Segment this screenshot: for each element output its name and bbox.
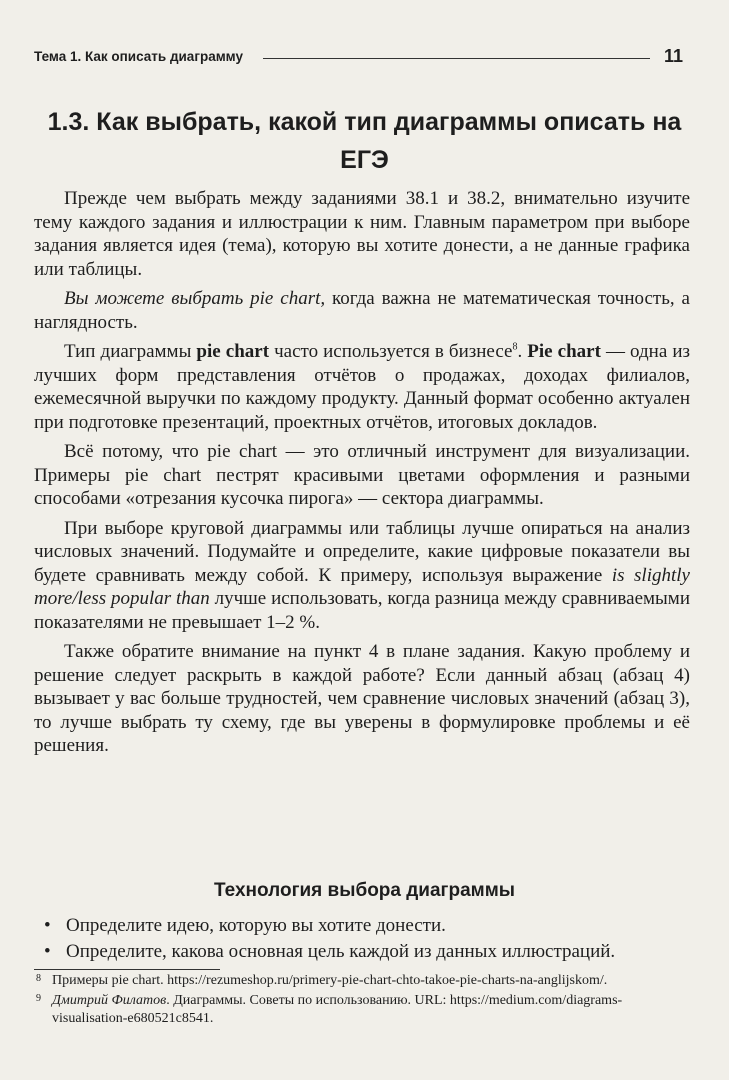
footnote-9 bbox=[34, 992, 690, 1028]
footnote-mark: 9 bbox=[36, 993, 41, 1004]
bullet-text: Определите, какова основная цель каждой из данных иллюстраций. bbox=[66, 941, 616, 962]
footnote-ref-8[interactable]: 8 bbox=[512, 341, 518, 353]
subsection-title: Технология выбора диаграммы bbox=[214, 880, 515, 901]
paragraph-3-text-b: часто используется в бизнесе bbox=[269, 341, 513, 362]
footnote-text[interactable]: Примеры pie chart. https://rezumeshop.ru/primery-pie-chart-chto-takoe-pie-charts-na-anglijskom/. bbox=[52, 973, 608, 988]
paragraph-3-text-c: . bbox=[517, 341, 528, 362]
footnote-author: Дмитрий Филатов bbox=[52, 993, 167, 1008]
bullet-text: Определите идею, которую вы хотите донести. bbox=[66, 915, 446, 936]
footnotes bbox=[34, 972, 690, 1030]
paragraph-2-italic: Вы можете выбрать pie chart, bbox=[64, 288, 326, 309]
paragraph-6: Также обратите внимание на пункт 4 в плане задания. Какую проблему и решение следует раскрыть в каждой работе? Если данный абзац (абзац 4) вызывает у вас больше трудностей, чем сравнение числовых значений (абзац 3), то лучше выбрать ту схему, где вы уверены в формулировке проблемы и её решения. bbox=[34, 641, 690, 756]
footnote-8 bbox=[34, 972, 690, 990]
paragraph-3 bbox=[34, 340, 690, 434]
header-rule bbox=[263, 58, 650, 59]
bullet-icon: • bbox=[44, 941, 51, 962]
paragraph-3-text-a: Тип диаграммы bbox=[64, 341, 197, 362]
paragraph-2-rest: когда важна не математическая точность, а наглядность. bbox=[34, 288, 690, 333]
list-item bbox=[44, 939, 694, 965]
paragraph-3-bold-1: pie chart bbox=[196, 341, 270, 362]
running-header bbox=[34, 46, 683, 67]
footnote-text[interactable]: . Диаграммы. Советы по использованию. URL: https://medium.com/diagrams-visualisation-e680521c8541. bbox=[52, 993, 623, 1026]
paragraph-5-text-b: лучше использовать, когда разница между сравниваемыми показателями не превышает 1–2 %. bbox=[34, 588, 690, 633]
paragraph-5 bbox=[34, 517, 690, 635]
section-title: 1.3. Как выбрать, какой тип диаграммы описать на ЕГЭ bbox=[47, 108, 682, 174]
paragraph-2 bbox=[34, 287, 690, 334]
paragraph-1: Прежде чем выбрать между заданиями 38.1 и 38.2, внимательно изучите тему каждого задания и иллюстрации к ним. Главным параметром при выборе задания является идея (тема), которую вы хотите донести, а не данные графика или таблицы. bbox=[34, 188, 690, 280]
paragraph-5-text-a: При выборе круговой диаграммы или таблицы лучше опираться на анализ числовых значений. Подумайте и определите, какие цифровые показатели вы будете сравнивать между собой. К примеру, используя выражение bbox=[34, 517, 690, 586]
footnote-divider bbox=[34, 969, 220, 970]
page-number: 11 bbox=[663, 46, 683, 66]
paragraph-3-bold-2: Pie chart bbox=[527, 341, 601, 362]
running-title: Тема 1. Как описать диаграмму bbox=[34, 49, 243, 64]
bullet-list bbox=[44, 913, 694, 965]
paragraph-3-text-d: — одна из лучших форм представления отчётов о продажах, доходах филиалов, ежемесячной выручки по каждому продукту. Данный формат особенно актуален при подготовке презентаций, проектных отчётов, итоговых докладов. bbox=[34, 341, 691, 433]
footnote-mark: 8 bbox=[36, 973, 41, 984]
bullet-icon: • bbox=[44, 915, 51, 936]
paragraph-5-italic: is slightly more/less popular than bbox=[34, 564, 690, 609]
paragraph-4: Всё потому, что pie chart — это отличный инструмент для визуализации. Примеры pie chart пестрят красивыми цветами оформления и разными способами «отрезания кусочка пирога» — сектора диаграммы. bbox=[34, 441, 690, 509]
list-item bbox=[44, 913, 694, 939]
body-text bbox=[34, 187, 690, 764]
